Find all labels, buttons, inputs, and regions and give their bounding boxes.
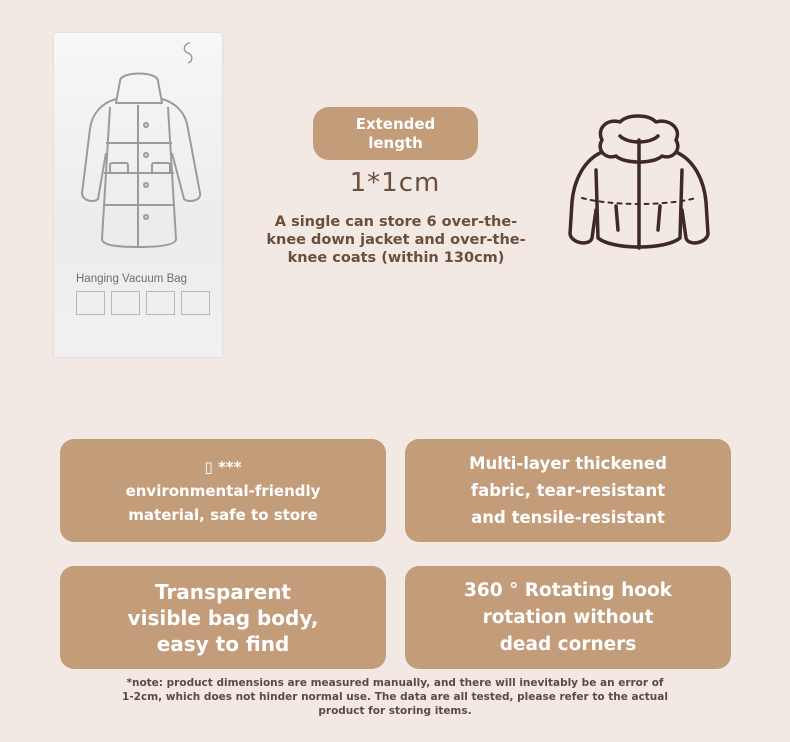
bag-usage-icons — [76, 291, 210, 315]
feature-card-hook — [405, 566, 731, 669]
bag-label: Hanging Vacuum Bag — [76, 273, 188, 285]
feature-line: rotation without — [482, 607, 654, 628]
capacity-description: A single can store 6 over-the-knee down jacket and over-the-knee coats (within 130cm) — [266, 214, 526, 266]
coat-illustration-icon — [54, 33, 222, 273]
feature-line: easy to find — [156, 631, 290, 656]
feature-line: 360 ° Rotating hook — [464, 580, 672, 601]
usage-step-icon — [111, 291, 140, 315]
feature-line: environmental-friendly — [125, 481, 321, 500]
feature-line: and tensile-resistant — [471, 508, 665, 527]
feature-card-material — [60, 439, 386, 542]
usage-step-icon — [181, 291, 210, 315]
feature-line: dead corners — [499, 634, 637, 655]
feature-line: ▯ *** — [204, 457, 242, 476]
length-badge: Extended length — [313, 107, 478, 160]
dimensions-text: 1*1cm — [349, 168, 441, 198]
feature-line: material, safe to store — [128, 505, 318, 524]
feature-line: fabric, tear-resistant — [470, 481, 666, 500]
jacket-icon — [562, 110, 714, 260]
feature-card-fabric — [405, 439, 731, 542]
usage-step-icon — [146, 291, 175, 315]
usage-step-icon — [76, 291, 105, 315]
feature-line: visible bag body, — [127, 605, 319, 630]
vacuum-bag-image — [54, 33, 222, 357]
feature-line: Multi-layer thickened — [469, 454, 667, 473]
feature-line: Transparent — [155, 579, 291, 604]
feature-card-transparent — [60, 566, 386, 669]
measurement-note: *note: product dimensions are measured manually, and there will inevitably be an error of 1-2cm, which does not hinder normal use. The data are all tested, please refer to the actual product for storing items. — [122, 677, 668, 717]
